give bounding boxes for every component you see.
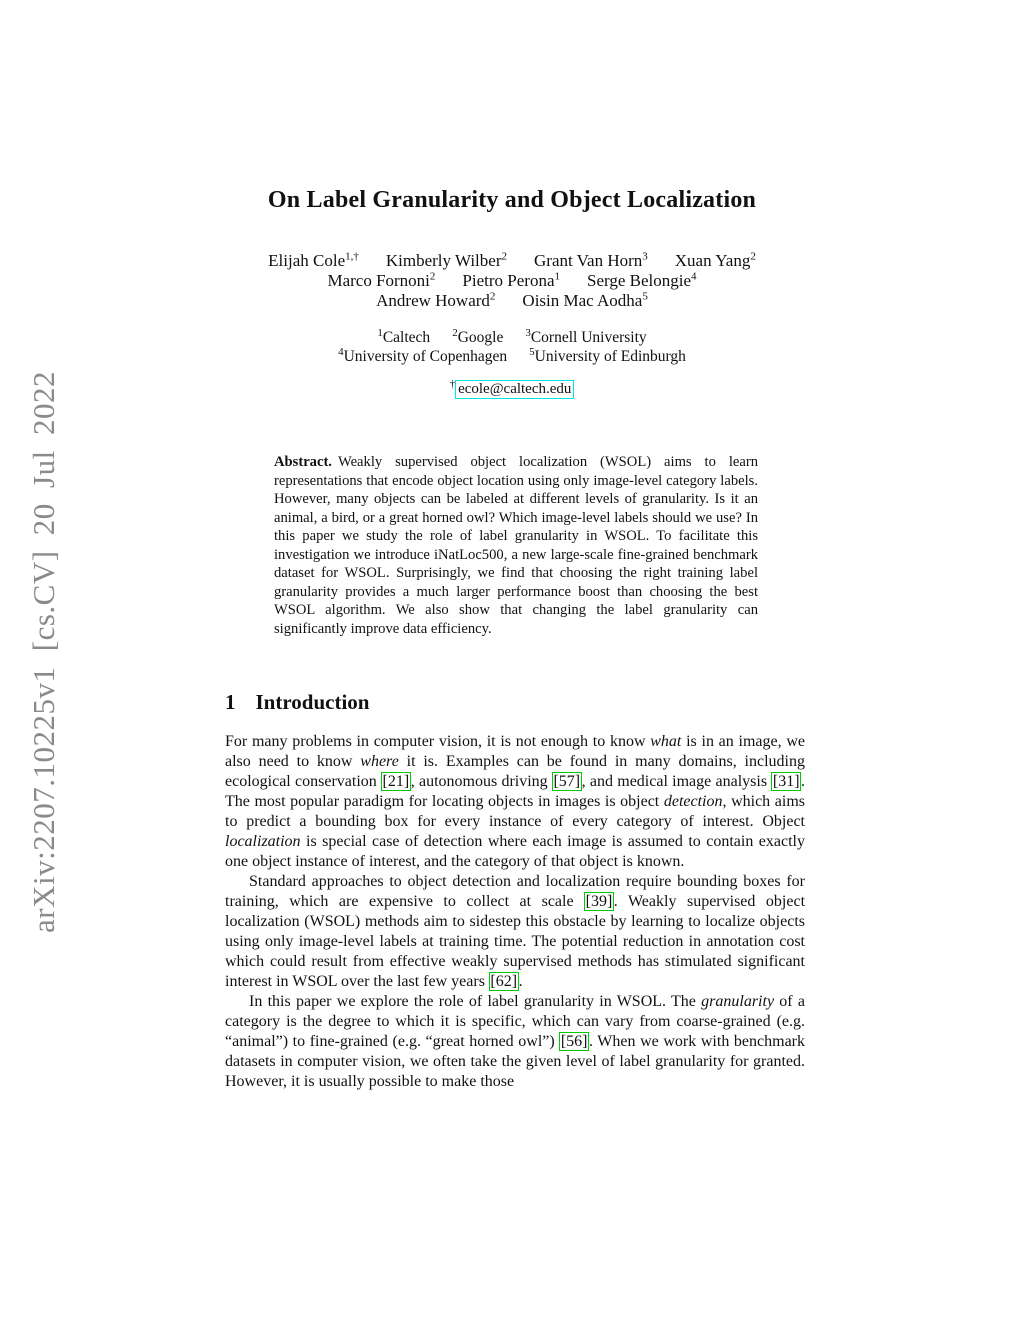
author-affiliation-sup: 2 <box>501 250 507 263</box>
author-name: Serge Belongie <box>587 271 692 290</box>
email-footnote-marker: † <box>449 378 456 390</box>
affiliation-number-sup: 2 <box>452 326 458 339</box>
affiliation <box>452 328 503 347</box>
emphasis-text: localization <box>225 833 301 850</box>
affiliation-line <box>0 328 1024 347</box>
author-line <box>0 271 1024 291</box>
author <box>376 291 495 311</box>
affiliation-name: University of Edinburgh <box>534 348 686 365</box>
abstract <box>274 453 758 638</box>
text-run: is in an image, we also need to know <box>225 733 805 770</box>
text-run: For many problems in computer vision, it is not enough to know <box>225 733 651 750</box>
author-name: Xuan Yang <box>674 251 751 270</box>
affiliation <box>525 328 646 347</box>
author-list <box>0 251 1024 311</box>
author-affiliation-sup: 5 <box>642 290 648 303</box>
text-run: is special case of detection where each image is assumed to contain exactly one object instance of interest, and the category of that object is known. <box>225 833 805 870</box>
affiliation-number-sup: 5 <box>529 345 535 358</box>
paragraph <box>225 872 805 992</box>
section-heading <box>225 690 369 715</box>
paper-title: On Label Granularity and Object Localization <box>267 187 757 213</box>
author-line <box>0 291 1024 311</box>
emphasis-text: where <box>360 753 399 770</box>
author-affiliation-sup: 2 <box>750 250 756 263</box>
affiliation <box>377 328 430 347</box>
affiliation-number-sup: 3 <box>525 326 531 339</box>
citation-link[interactable]: [62] <box>490 973 518 990</box>
citation-link[interactable]: [21] <box>382 773 410 790</box>
emphasis-text: what <box>650 733 682 750</box>
author-name: Oisin Mac Aodha <box>522 291 643 310</box>
affiliation <box>338 347 507 366</box>
author <box>534 251 648 271</box>
affiliation <box>529 347 686 366</box>
text-run: . The most popular paradigm for locating objects in images is object <box>225 773 806 810</box>
section-title: Introduction <box>255 690 370 714</box>
author-name: Marco Fornoni <box>327 271 430 290</box>
affiliation-name: University of Copenhagen <box>343 348 508 365</box>
author <box>587 271 697 291</box>
text-run: . <box>518 973 523 990</box>
author-affiliation-sup: 3 <box>642 250 648 263</box>
affiliation-line <box>0 347 1024 366</box>
text-run: , autonomous driving <box>410 773 552 790</box>
citation-link[interactable]: [57] <box>553 773 581 790</box>
author <box>522 291 647 311</box>
paragraph <box>225 732 805 872</box>
emphasis-text: granularity <box>701 993 775 1010</box>
email-link[interactable]: ecole@caltech.edu <box>455 380 574 399</box>
affiliation-number-sup: 4 <box>338 345 344 358</box>
author-name: Andrew Howard <box>376 291 490 310</box>
abstract-text: Weakly supervised object localization (WSOL) aims to learn representations that encode object location using only image-level category labels. However, many objects can be labeled at different levels of granularity. Is it an animal, a bird, or a great horned owl? Which image-level labels should we use? In this paper we study the role of label granularity in WSOL. To facilitate this investigation we introduce iNatLoc500, a new large-scale fine-grained benchmark dataset for WSOL. Surprisingly, we find that choosing the right training label granularity provides a much larger performance boost than choosing the best WSOL algorithm. We also show that changing the label granularity can significantly improve data efficiency. <box>274 454 758 637</box>
author-affiliation-sup: 1 <box>554 270 560 283</box>
author <box>386 251 507 271</box>
affiliation-list <box>0 328 1024 366</box>
author-name: Elijah Cole <box>268 251 346 270</box>
introduction-body <box>225 732 805 1092</box>
citation-link[interactable]: [39] <box>585 893 613 910</box>
text-run: Standard approaches to object detection and localization require bounding boxes for training, which are expensive to collect at scale <box>225 873 805 910</box>
arxiv-watermark: arXiv:2207.10225v1 [cs.CV] 20 Jul 2022 <box>26 371 61 933</box>
text-run: , which aims to predict a bounding box for every instance of every category of interest. Object <box>225 793 805 830</box>
author <box>268 251 359 271</box>
author-affiliation-sup: 2 <box>489 290 496 303</box>
section-number: 1 <box>225 690 236 714</box>
author-affiliation-sup: 1,† <box>345 250 359 263</box>
author <box>675 251 756 271</box>
text-run: In this paper we explore the role of label granularity in WSOL. The <box>249 993 702 1010</box>
author-name: Pietro Perona <box>462 271 555 290</box>
affiliation-name: Cornell University <box>530 329 647 346</box>
paragraph <box>225 992 805 1092</box>
author <box>327 271 435 291</box>
text-run: , and medical image analysis <box>581 773 772 790</box>
author-affiliation-sup: 2 <box>429 270 436 283</box>
affiliation-number-sup: 1 <box>377 326 383 339</box>
citation-link[interactable]: [56] <box>560 1033 588 1050</box>
text-run: of a category is the degree to which it is specific, which can vary from coarse-grained (e.g. “animal”) to fine-grained (e.g. “great horned owl”) <box>225 993 806 1050</box>
author-affiliation-sup: 4 <box>691 270 697 283</box>
author-name: Grant Van Horn <box>534 251 643 270</box>
text-run: . When we work with benchmark datasets in computer vision, we often take the given level of label granularity for granted. However, it is usually possible to make those <box>225 1033 806 1090</box>
email-row <box>0 378 1024 398</box>
text-run: . Weakly supervised object localization (WSOL) methods aim to sidestep this obstacle by learning to localize objects using only image-level labels at training time. The potential reduction in annotation cost which could result from effective weakly supervised methods has stimulated significant interest in WSOL over the last few years <box>225 893 806 990</box>
emphasis-text: detection <box>663 793 723 810</box>
affiliation-name: Caltech <box>382 329 431 346</box>
abstract-label: Abstract. <box>274 454 332 470</box>
citation-link[interactable]: [31] <box>772 773 800 790</box>
author-name: Kimberly Wilber <box>385 251 502 270</box>
author-line <box>0 251 1024 271</box>
author <box>462 271 560 291</box>
affiliation-name: Google <box>457 329 504 346</box>
text-run: it is. Examples can be found in many domains, including ecological conservation <box>225 753 805 790</box>
